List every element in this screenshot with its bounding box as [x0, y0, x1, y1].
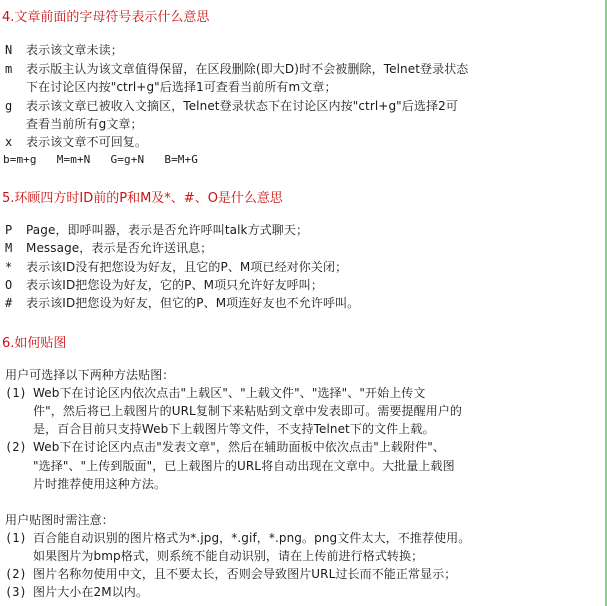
section4-item-x: 表示该文章不可回复。	[26, 135, 148, 149]
note2-number: (2)	[5, 567, 27, 581]
note3-number: (3)	[5, 585, 27, 599]
section4-key-x: x	[5, 135, 13, 149]
section5-key-o: O	[5, 278, 13, 292]
section4-item-g-line2: 查看当前所有g文章；	[26, 117, 143, 131]
note3-line1: 图片大小在2M以内。	[33, 585, 148, 599]
method1-line2: 件"，然后将已上载图片的URL复制下来粘贴到文章中发表即可。需要提醒用户的	[33, 404, 463, 418]
section5-title: 5.环顾四方时ID前的P和M及*、#、O是什么意思	[2, 191, 283, 206]
method1-number: (1)	[5, 386, 27, 400]
method2-line2: "选择"、"上传到版面"，已上载图片的URL将自动出现在文章中。大批量上载图	[33, 459, 455, 473]
section4-key-n: N	[5, 43, 13, 57]
section5-item-hash: 表示该ID把您设为好友，但它的P、M项连好友也不允许呼叫。	[26, 296, 360, 310]
section4-item-g-line1: 表示该文章已被收入文摘区，Telnet登录状态下在讨论区内按"ctrl+g"后选择2可	[26, 99, 458, 113]
section4-title: 4.文章前面的字母符号表示什么意思	[2, 10, 210, 25]
method2-line1: Web下在讨论区内点击"发表文章"，然后在辅助面板中依次点击"上载附件"、	[33, 440, 445, 454]
section6-title: 6.如何贴图	[2, 336, 67, 351]
note1-number: (1)	[5, 531, 27, 545]
section6-intro: 用户可选择以下两种方法贴图：	[5, 368, 175, 382]
section4-item-m-line2: 下在讨论区内按"ctrl+g"后选择1可查看当前所有m文章；	[26, 80, 337, 94]
method1-line3: 是，百合目前只支持Web下上载图片等文件，不支持Telnet下的文件上载。	[33, 422, 435, 436]
section5-item-p: Page，即呼叫器，表示是否允许呼叫talk方式聊天；	[26, 223, 309, 237]
method1-line1: Web下在讨论区内依次点击"上载区"、"上载文件"、"选择"、"开始上传文	[33, 386, 426, 400]
section5-key-star: *	[5, 260, 13, 274]
section4-formula: b=m+g M=m+N G=g+N B=M+G	[3, 153, 198, 166]
notes-title: 用户贴图时需注意：	[5, 513, 114, 527]
method2-number: (2)	[5, 440, 27, 454]
note1-line1: 百合能自动识别的图片格式为*.jpg，*.gif，*.png。png文件太大，不推荐使用。	[33, 531, 471, 545]
section5-key-hash: #	[5, 296, 13, 310]
section5-item-star: 表示该ID没有把您设为好友，且它的P、M项已经对你关闭；	[26, 260, 348, 274]
section4-item-n: 表示该文章未读；	[26, 43, 123, 57]
section5-key-m: M	[5, 241, 13, 255]
section5-item-o: 表示该ID把您设为好友，它的P、M项只允许好友呼叫；	[26, 278, 323, 292]
method2-line3: 片时推荐使用这种方法。	[33, 477, 167, 491]
note2-line1: 图片名称勿使用中文，且不要太长，否则会导致图片URL过长而不能正常显示；	[33, 567, 457, 581]
section4-item-m-line1: 表示版主认为该文章值得保留，在区段删除(即大D)时不会被删除，Telnet登录状态	[26, 62, 469, 76]
section5-key-p: P	[5, 223, 13, 237]
section5-item-m: Message，表示是否允许送讯息；	[26, 241, 213, 255]
section4-key-m: m	[5, 62, 13, 76]
section4-key-g: g	[5, 99, 13, 113]
note1-line2: 如果图片为bmp格式，则系统不能自动识别，请在上传前进行格式转换；	[33, 549, 424, 563]
